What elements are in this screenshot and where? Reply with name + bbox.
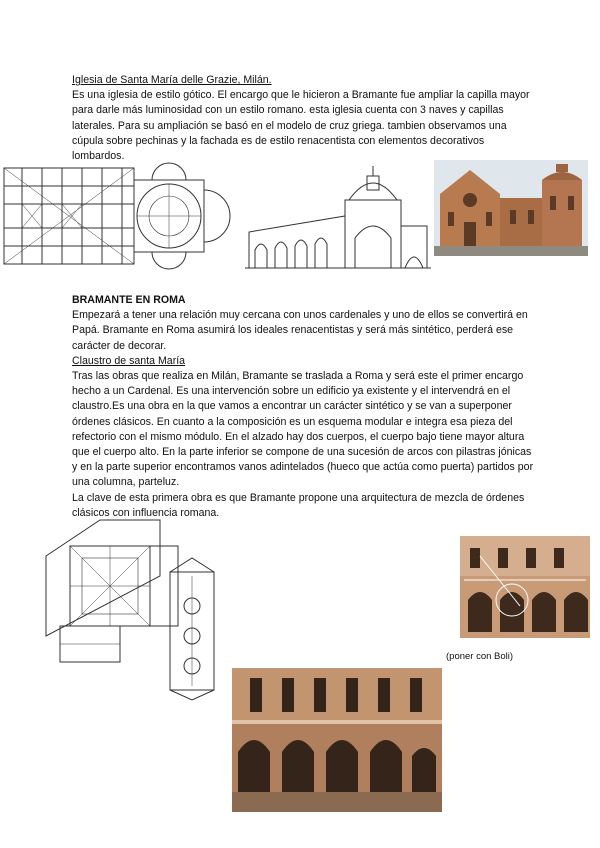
church-description: Es una iglesia de estilo gótico. El encargo que le hicieron a Bramante fue ampliar la capilla mayor para darle más luminosidad con un estilo romano. esta iglesia cuenta con 3 naves y capillas laterales. Para su ampliación se basó en el modelo de cruz griega. tambien observamos una cúpula sobre pechinas y la fachada es de estilo renacentista con elementos decorativos lombardos. [72, 89, 530, 163]
church-section-figure [245, 160, 431, 272]
cloister-conclusion: La clave de esta primera obra es que Bramante propone una arquitectura de mezcla de órdenes clásicos con influencia romana. [72, 491, 525, 519]
church-plan-drawing [2, 160, 242, 272]
bramante-rome-heading: BRAMANTE EN ROMA [72, 294, 186, 306]
bramante-rome-intro: Empezará a tener una relación muy cercana con unos cardenales y uno de ellos se convertirá en Papá. Bramante en Roma asumirá los ideales renacentistas y será más sintético, perderá ese carácter de decorar. [72, 309, 528, 352]
cloister-plan-drawing [40, 516, 230, 702]
church-title: Iglesia de Santa María delle Grazie, Milán. [72, 74, 272, 86]
church-section-drawing [245, 160, 431, 272]
cloister-annotated-drawing [460, 536, 590, 638]
church-photo-drawing [434, 160, 588, 256]
section1-text [72, 73, 534, 164]
church-exterior-photo [434, 160, 588, 256]
cloister-courtyard-photo [232, 668, 442, 812]
church-plan-figure [2, 160, 242, 272]
cloister-subtitle: Claustro de santa María [72, 354, 186, 367]
cloister-courtyard-drawing [232, 668, 442, 812]
cloister-description: Tras las obras que realiza en Milán, Bramante se traslada a Roma y será este el primer encargo hecho a un Cardenal. Es una intervención sobre un edificio ya existente y el intervendrá en el claustro.Es una obra en la que vamos a encontrar un carácter sintético y se van a superponer órdenes clásicos. En cuanto a la composición es un esquema modular e integra esa pieza del refectorio con el mismo módulo. En el alzado hay dos cuerpos, el cuerpo bajo tiene mayor altura que el cuerpo alto. En la parte inferior se compone de una sucesión de arcos con pilastras jónicas y en la parte superior encontramos vanos adintelados (hueco que actúa como puerta) partidos por una columna, parteluz. [72, 370, 534, 489]
figure-caption: (poner con Boli) [446, 651, 514, 662]
cloister-annotated-photo [460, 536, 590, 638]
cloister-plan-figure [40, 516, 230, 702]
section2-text [72, 293, 534, 521]
